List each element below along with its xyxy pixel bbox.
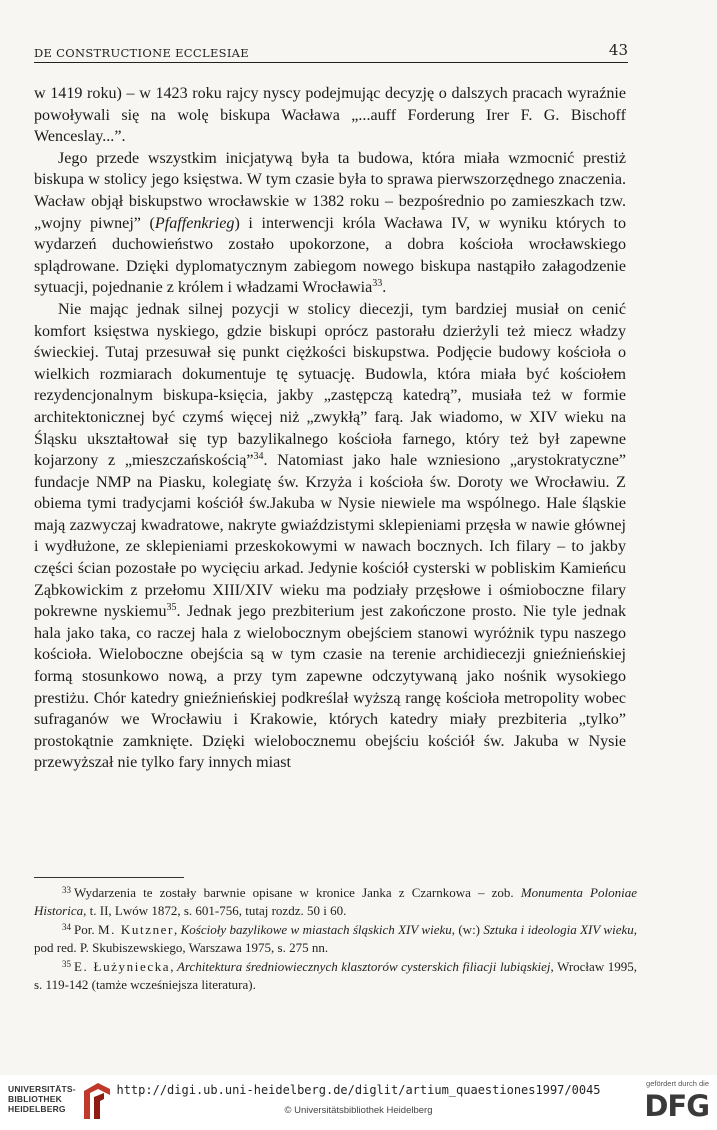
- paragraph-2-italic: Pfaffenkrieg: [154, 214, 235, 232]
- footnote-number: 35: [62, 959, 71, 969]
- footnote-35-text-a: ,: [170, 959, 177, 974]
- footnote-35-italic: Architektura średniowiecznych klasztorów cysterskich filiacji lubiąskiej: [177, 959, 551, 974]
- footnote-35-author: E. Łużyniecka: [74, 959, 171, 974]
- footnote-34-author: M. Kutzner: [97, 922, 174, 937]
- running-header: [34, 42, 628, 63]
- page-number: 43: [608, 41, 628, 59]
- footnote-33-text-a: Wydarzenia te zostały barwnie opisane w kronice Janka z Czarnkowa – zob.: [74, 885, 521, 900]
- footnote-ref-34: 34: [253, 451, 264, 463]
- paragraph-2-text-b: ) i interwencji króla Wacława IV, w wyniku których to wydarzeń duchowieństwo zostało upokorzone, a dobra kościoła wrocławskiego splądrowane. Dzięki dyplomatycznym zabiegom nowego biskupa nastąpiło załagodzenie sytuacji, pojednanie z królem i władzami Wrocławia: [34, 214, 626, 297]
- footer-url-row: [0, 1083, 717, 1097]
- footnote-33-text-b: , t. II, Lwów 1872, s. 601-756, tutaj rozdz. 50 i 60.: [83, 902, 347, 918]
- paragraph-3: [34, 299, 626, 774]
- document-url-link[interactable]: http://digi.ub.uni-heidelberg.de/diglit/artium_quaestiones1997/0045: [116, 1083, 601, 1097]
- running-title: DE CONSTRUCTIONE ECCLESIAE: [34, 46, 249, 60]
- dfg-logo[interactable]: [637, 1079, 709, 1127]
- footnote-34: [34, 921, 637, 956]
- paragraph-1: [34, 83, 626, 148]
- main-text: [34, 83, 626, 774]
- paragraph-2-text-c: .: [382, 279, 387, 297]
- footnote-35: [34, 958, 637, 993]
- footnote-34-text-c: , (w:): [451, 922, 484, 937]
- paragraph-2: [34, 148, 626, 299]
- footnote-ref-33: 33: [372, 278, 383, 290]
- footnote-divider: [34, 877, 184, 878]
- footnote-34-italic-2: Sztuka i ideologia XIV wieku: [483, 922, 634, 937]
- footnote-33-italic: Monumenta Poloniae Historica: [34, 885, 637, 918]
- copyright-text: © Universitätsbibliothek Heidelberg: [284, 1105, 433, 1116]
- footnote-number: 33: [62, 885, 71, 895]
- footnote-34-text-b: ,: [173, 922, 181, 937]
- dfg-wordmark: DFG: [644, 1089, 709, 1123]
- footnote-35-text-b: , Wrocław 1995, s. 119-142 (tamże wcześniejsza literatura).: [34, 959, 638, 992]
- footnote-34-italic: Kościoły bazylikowe w miastach śląskich XIV wieku: [180, 922, 452, 937]
- footnote-34-text-a: Por.: [74, 922, 98, 937]
- paragraph-3-text-b: . Natomiast jako hale wzniesiono „arystokratyczne” fundacje NMP na Piasku, kolegiatę św. Krzyża i kościoła św. Doroty we Wrocławiu. Z obiema tymi tradycjami kościół św.Jakuba w Nysie niewiele ma wspólnego. Hale śląskie mają zazwyczaj kwadratowe, nakryte gwiaździstymi sklepieniami przęsła w nawie głównej i wydłużone, ze sklepieniami przeskokowymi w nawach bocznych. Ich filary – to jakby części ścian pozostałe po wycięciu arkad. Jedynie kościół cysterski w pobliskim Kamieńcu Ząbkowickim z przełomu XIII/XIV wieku ma podziały przęsłowe i ośmioboczne filary pokrewne nyskiemu: [34, 452, 626, 621]
- library-name: UNIVERSITÄTS-BIBLIOTHEK HEIDELBERG: [8, 1084, 76, 1114]
- footnote-number: 34: [62, 922, 71, 932]
- footnote-33: [34, 884, 637, 919]
- paragraph-2-text-a: Jego przede wszystkim inicjatywą była ta budowa, która miała wzmocnić prestiż biskupa w stolicy jego księstwa. W tym czasie była to sprawa pierwszorzędnego znaczenia. Wacław objął biskupstwo wrocławskie w 1382 roku – bezpośrednio po zamieszkach tzw. „wojny piwnej” (: [34, 149, 626, 232]
- paragraph-1-text: w 1419 roku) – w 1423 roku rajcy nyscy podejmując decyzję o dalszych pracach wyraźnie powoływali się na wolę biskupa Wacława „...auff Forderung Irer F. G. Bischoff Wenceslay...”.: [34, 85, 626, 146]
- footnotes: [34, 884, 637, 995]
- paragraph-3-text-a: Nie mając jednak silnej pozycji w stolicy diecezji, tym bardziej musiał on cenić komfort księstwa nyskiego, gdzie biskupi oprócz pastorału dzierżyli też miecz władzy świeckiej. Tutaj przesuwał się punkt ciężkości biskupstwa. Podjęcie budowy kościoła o wielkich rozmiarach dokumentuje tę sytuację. Budowla, która miała być kościołem rezydencjonalnym biskupa-księcia, jakby „zastępczą katedrą”, musiała też w formie architektonicznej być czymś więcej niż „zwykłą” farą. Jak wiadomo, w XIV wieku na Śląsku ukształtował się typ bazylikalnego kościoła farnego, który też był zapewne kojarzony z „mieszczańskością”: [34, 300, 626, 470]
- footnote-34-text-d: , pod red. P. Skubiszewskiego, Warszawa 1975, s. 275 nn.: [34, 922, 637, 955]
- funding-caption: gefördert durch die: [646, 1079, 709, 1088]
- viewer-footer: [0, 1075, 717, 1130]
- footnote-ref-35: 35: [166, 602, 177, 614]
- paragraph-3-text-c: . Jednak jego prezbiterium jest zakończone prosto. Nie tyle jednak hala jako taka, co raczej hala z wielobocznym obejściem stanowi wyróżnik typu naszego kościoła. Wieloboczne obejścia są w tym czasie na terenie archidiecezji gnieźnieńskiej formą stosunkowo nową, a przy tym zapewne odczytywaną jako nośnik wysokiego prestiżu. Chór katedry gnieźnieńskiej podkreślał wyższą rangę kościoła metropolity wobec sufraganów we Wrocławiu i Krakowie, których katedry miały prezbiteria „tylko” prostokątnie zamknięte. Dzięki wielobocznemu obejściu kościół św. Jakuba w Nysie przewyższał nie tylko fary innych miast: [34, 603, 627, 772]
